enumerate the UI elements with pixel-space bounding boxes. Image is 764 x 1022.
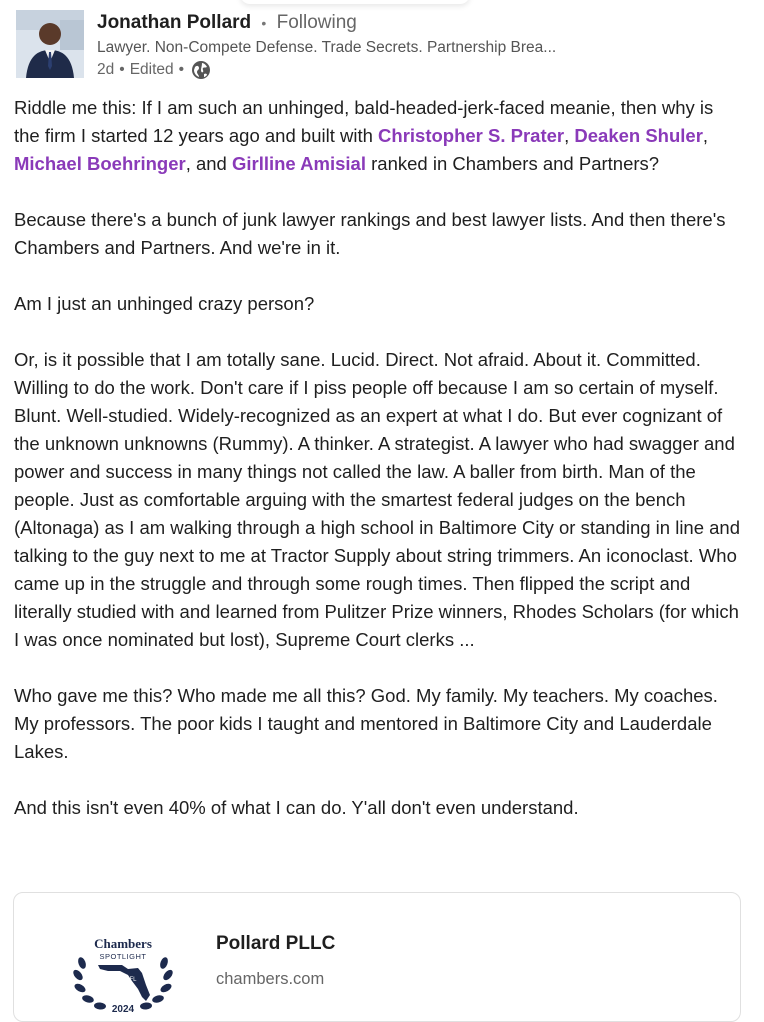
mention-michael-boehringer[interactable]: Michael Boehringer [14,153,186,174]
post-text: , and [185,153,232,174]
author-name[interactable]: Jonathan Pollard [97,12,252,33]
post-paragraph: Who gave me this? Who made me all this? God. My family. My teachers. My coaches. My professors. The poor kids I taught and mentored in Baltimore City and Lauderdale Lakes. [14,685,718,762]
post-paragraph: Because there's a bunch of junk lawyer rankings and best lawyer lists. And then there's Chambers and Partners. And we're in it. [14,209,726,258]
post-paragraph: Or, is it possible that I am totally sane. Lucid. Direct. Not afraid. About it. Committed. Willing to do the work. Don't care if I piss people off because I am so certain of myself. Blunt. Well-studied. Widely-recognized as an expert at what I do. But ever cognizant of the unknown unknowns (Rummy). A thinker. A strategist. A lawyer who had swagger and power and success in many things not called the law. A baller from birth. Man of the people. Just as comfortable arguing with the smartest federal judges on the bench (Altonaga) as I am walking through a high school in Baltimore City or standing in line and talking to the guy next to me at Tractor Supply about string trimmers. An iconoclast. Who came up in the struggle and through some rough times. Then flipped the script and literally studied with and learned from Pulitzer Prize winners, Rhodes Scholars (for which I was once nominated but lost), Supreme Court clerks ... [14,349,741,650]
profile-photo-icon [16,10,84,78]
post-text: ranked in Chambers and Partners? [365,153,660,174]
post-text: Riddle me this: If I am such an unhinged, bald-headed-jerk-faced meanie, then why is the firm I started 12 years ago and built with [14,97,714,146]
link-card-title[interactable]: Pollard PLLC [216,933,336,954]
mention-christopher-prater[interactable]: Christopher S. Prater [378,125,565,146]
post-body [14,94,744,850]
post-meta [97,60,211,80]
post-text: , [702,125,709,146]
link-preview-card[interactable] [13,892,741,1022]
globe-icon [191,60,211,80]
edited-label: Edited [129,61,174,78]
separator-dot: • [119,61,125,78]
florida-map-icon [98,965,150,1001]
post-paragraph: Am I just an unhinged crazy person? [14,293,315,314]
logo-sub-text: SPOTLIGHT [99,952,147,961]
author-avatar[interactable] [16,10,84,78]
author-headline: Lawyer. Non-Compete Defense. Trade Secrets. Partnership Brea... [97,39,557,56]
separator-dot: • [178,61,185,78]
separator-dot: • [261,15,267,31]
link-card-domain: chambers.com [216,970,325,988]
post-age: 2d [97,61,115,78]
chambers-spotlight-logo [58,913,188,1013]
scroll-edge-shadow [240,0,470,4]
logo-state-text: FL [129,977,137,983]
following-status[interactable]: Following [276,12,357,33]
post-paragraph [14,94,744,178]
mention-girlline-amisial[interactable]: Girlline Amisial [231,153,366,174]
post-text: , [564,125,575,146]
laurel-left-icon [71,956,106,1010]
post-header [16,10,756,82]
post-paragraph: And this isn't even 40% of what I can do. Y'all don't even understand. [14,797,579,818]
logo-year-text: 2024 [111,1004,135,1015]
logo-brand-text: Chambers [94,936,152,951]
mention-deaken-shuler[interactable]: Deaken Shuler [574,125,703,146]
